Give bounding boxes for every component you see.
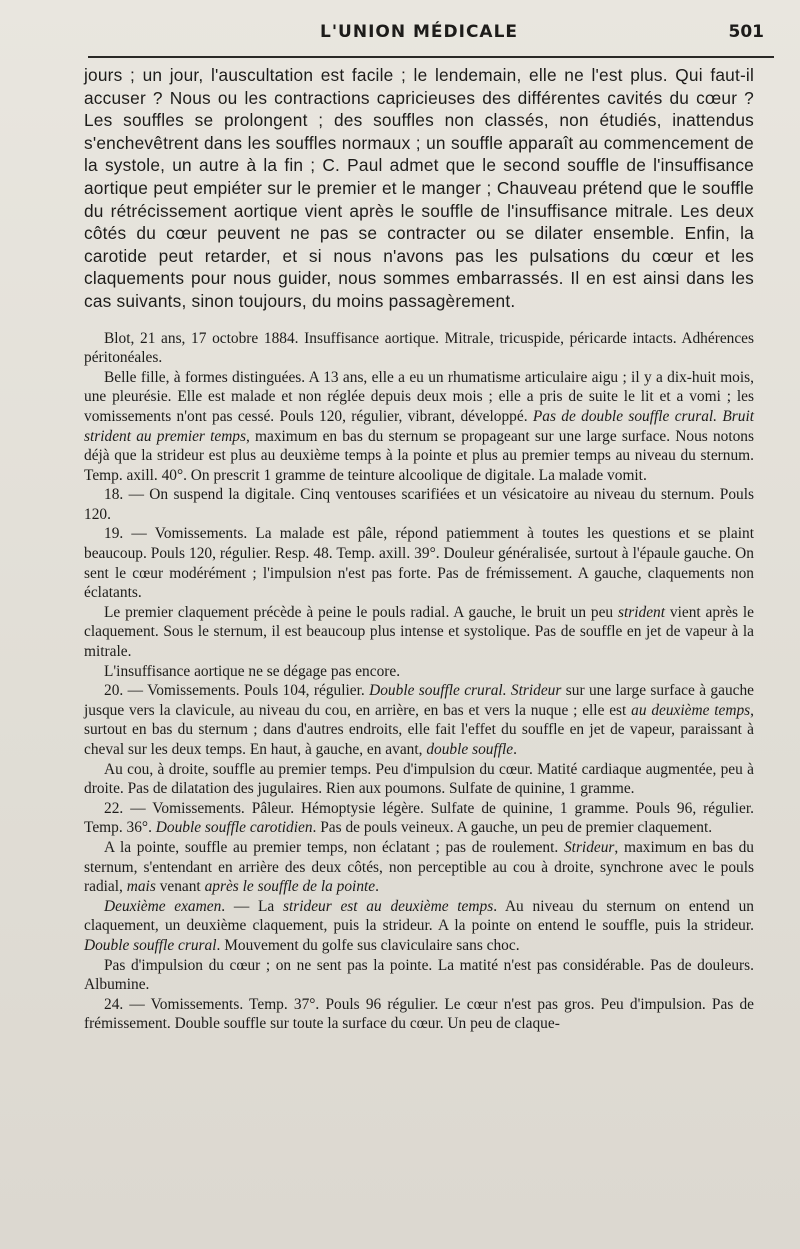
case-paragraph: Le premier claquement précède à peine le pouls radial. A gauche, le bruit un peu strident vient après le claquement. Sous le sternum, il est beaucoup plus intense et systolique. Pas de souffle en jet de vapeur à la mitrale. [84,603,754,661]
case-paragraph: 20. — Vomissements. Pouls 104, régulier. Double souffle crural. Strideur sur une large surface à gauche jusque vers la clavicule, au niveau du cou, en arrière, en bas et vers la nuque ; elle est au deuxième temps, surtout en bas du sternum ; dans d'autres endroits, elle fait l'effet du souffle en jet de vapeur, paraissant à cheval sur les deux temps. En haut, à gauche, en avant, double souffle. [84,682,754,758]
case-paragraph: A la pointe, souffle au premier temps, non éclatant ; pas de roulement. Strideur, maximum en bas du sternum, s'entendant en arrière des deux côtés, non perceptible au cou à droite, synchrone avec le pouls radial, mais venant après le souffle de la pointe. [84,838,754,896]
case-paragraph: Deuxième examen. — La strideur est au deuxième temps. Au niveau du sternum on entend un claquement, un deuxième claquement, puis la strideur. A la pointe on entend le souffle, puis la strideur. Double souffle crural. Mouvement du golfe sus claviculaire sans choc. [84,897,755,954]
case-paragraph: 19. — Vomissements. La malade est pâle, répond patiemment à toutes les questions et se plaint beaucoup. Pouls 120, régulier. Resp. 48. Temp. axill. 39°. Douleur généralisée, surtout à l'épaule gauche. On sent le cœur modérément ; l'impulsion n'est pas forte. Pas de frémissement. A gauche, claquements non éclatants. [84,525,754,602]
header-rule [88,56,774,58]
case-paragraph: Au cou, à droite, souffle au premier temps. Peu d'impulsion du cœur. Matité cardiaque augmentée, peu à droite. Pas de dilatation des jugulaires. Rien aux poumons. Sulfate de quinine, 1 gramme. [84,760,754,798]
page-number: 501 [728,22,764,42]
case-heading-paragraph: Blot, 21 ans, 17 octobre 1884. Insuffisance aortique. Mitrale, tricuspide, péricarde intacts. Adhérences péritonéales. [84,329,754,367]
case-paragraph: Pas d'impulsion du cœur ; on ne sent pas la pointe. La matité n'est pas considérable. Pas de douleurs. Albumine. [84,956,754,994]
running-title: L'UNION MÉDICALE [320,22,519,42]
case-paragraph: L'insuffisance aortique ne se dégage pas encore. [104,662,401,680]
case-paragraph: 24. — Vomissements. Temp. 37°. Pouls 96 régulier. Le cœur n'est pas gros. Peu d'impulsion. Pas de frémissement. Double souffle sur toute la surface du cœur. Un peu de claque- [84,995,754,1033]
case-paragraph: 22. — Vomissements. Pâleur. Hémoptysie légère. Sulfate de quinine, 1 gramme. Pouls 96, régulier. Temp. 36°. Double souffle carotidien. Pas de pouls veineux. A gauche, un peu de premier claquement. [84,799,754,837]
intro-section [84,64,754,313]
case-paragraph: 18. — On suspend la digitale. Cinq ventouses scarifiées et un vésicatoire au niveau du sternum. Pouls 120. [84,486,754,523]
case-paragraph: Belle fille, à formes distinguées. A 13 ans, elle a eu un rhumatisme articulaire aigu ; il y a dix-huit mois, une pleurésie. Elle est malade et non réglée depuis deux mois ; elle a pris de suite le lit et a vomi ; les vomissements n'ont pas cessé. Pouls 120, régulier, vibrant, développé. Pas de double souffle crural. Bruit strident au premier temps, maximum en bas du sternum se propageant sur une large surface. Nous notons déjà que la strideur est plus au deuxième temps à la pointe et plus au premier temps au niveau du sternum. Temp. axill. 40°. On prescrit 1 gramme de teinture alcoolique de digitale. La malade vomit. [84,368,754,484]
case-report [84,329,754,1034]
page-header [88,18,768,50]
intro-paragraph: jours ; un jour, l'auscultation est facile ; le lendemain, elle ne l'est plus. Qui faut-il accuser ? Nous ou les contractions capricieuses des différentes cavités du cœur ? Les souffles se prolongent ; des souffles non classés, non étudiés, inattendus s'enchevêtrent dans les souffles normaux ; un souffle apparaît au commencement de la systole, un autre à la fin ; C. Paul admet que le second souffle de l'insuffisance aortique peut empiéter sur le premier et le manger ; Chauveau prétend que le souffle du rétrécissement aortique vient après le souffle de l'insuffisance mitrale. Les deux côtés du cœur peuvent ne pas se contracter ou se dilater ensemble. Enfin, la carotide peut retarder, et si nous n'avons pas les pulsations du cœur et les claquements pour nous guider, nous sommes embarrassés. Il en est ainsi dans les cas suivants, sinon toujours, du moins passagèrement. [84,65,754,311]
page-body [84,64,754,1034]
